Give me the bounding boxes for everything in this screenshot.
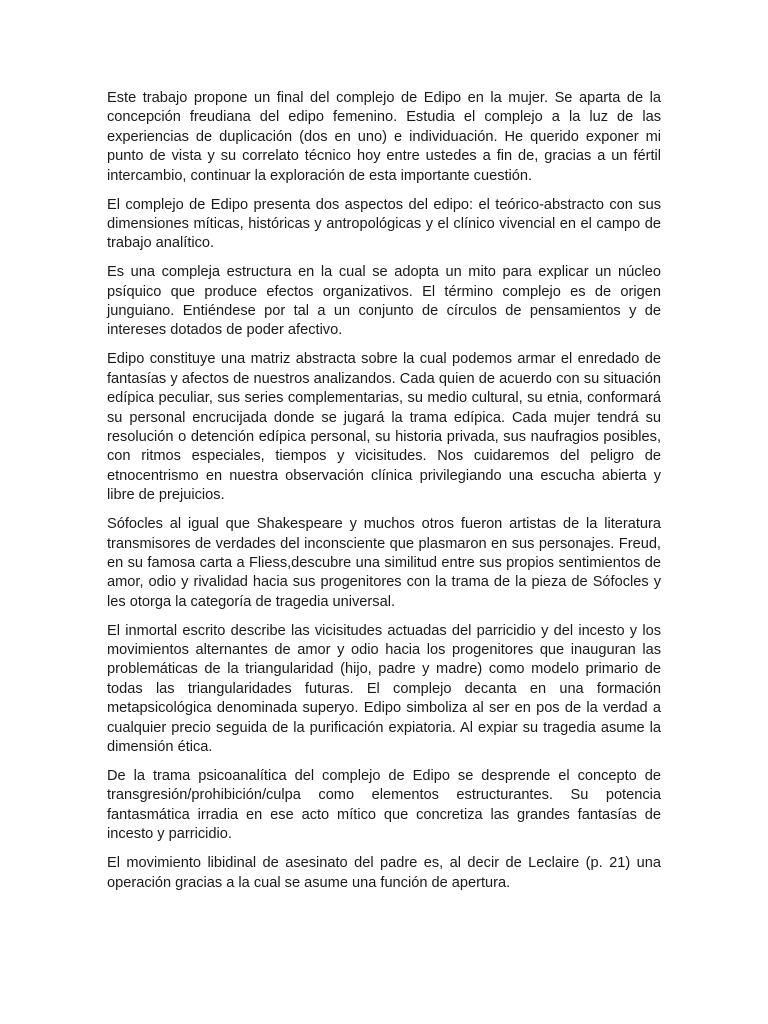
paragraph: El inmortal escrito describe las vicisitudes actuadas del parricidio y del incesto y los movimientos alternantes de amor y odio hacia los progenitores que inauguran las problemáticas de la triangularidad (hijo, padre y madre) como modelo primario de todas las triangularidades futuras. El complejo decanta en una formación metapsicológica denominada superyo. Edipo simboliza al ser en pos de la verdad a cualquier precio seguida de la purificación expiatoria. Al expiar su tragedia asume la dimensión ética.	[107, 622, 661, 756]
paragraph: El movimiento libidinal de asesinato del padre es, al decir de Leclaire (p. 21) una operación gracias a la cual se asume una función de apertura.	[107, 855, 661, 891]
paragraph: El complejo de Edipo presenta dos aspectos del edipo: el teórico-abstracto con sus dimensiones míticas, históricas y antropológicas y el clínico vivencial en el campo de trabajo analítico.	[107, 196, 661, 252]
document-page	[107, 89, 661, 902]
paragraph: Este trabajo propone un final del complejo de Edipo en la mujer. Se aparta de la concepción freudiana del edipo femenino. Estudia el complejo a la luz de las experiencias de duplicación (dos en uno) e individuación. He querido exponer mi punto de vista y su correlato técnico hoy entre ustedes a fin de, gracias a un fértil intercambio, continuar la exploración de esta importante cuestión.	[107, 90, 661, 184]
paragraph: Sófocles al igual que Shakespeare y muchos otros fueron artistas de la literatura transmisores de verdades del inconsciente que plasmaron en sus personajes. Freud, en su famosa carta a Fliess,descubre una similitud entre sus propios sentimientos de amor, odio y rivalidad hacia sus progenitores con la trama de la pieza de Sófocles y les otorga la categoría de tragedia universal.	[107, 516, 661, 610]
paragraph: Edipo constituye una matriz abstracta sobre la cual podemos armar el enredado de fantasías y afectos de nuestros analizandos. Cada quien de acuerdo con su situación edípica peculiar, sus series complementarias, su medio cultural, su etnia, conformará su personal encrucijada donde se jugará la trama edípica. Cada mujer tendrá su resolución o detención edípica personal, su historia privada, sus naufragios posibles, con ritmos especiales, tiempos y vicisitudes. Nos cuidaremos del peligro de etnocentrismo en nuestra observación clínica privilegiando una escucha abierta y libre de prejuicios.	[107, 351, 661, 504]
paragraph: Es una compleja estructura en la cual se adopta un mito para explicar un núcleo psíquico que produce efectos organizativos. El término complejo es de origen junguiano. Entiéndese por tal a un conjunto de círculos de pensamientos y de intereses dotados de poder afectivo.	[107, 264, 661, 339]
paragraph: De la trama psicoanalítica del complejo de Edipo se desprende el concepto de transgresión/prohibición/culpa como elementos estructurantes. Su potencia fantasmática irradia en ese acto mítico que concretiza las grandes fantasías de incesto y parricidio.	[107, 768, 661, 843]
